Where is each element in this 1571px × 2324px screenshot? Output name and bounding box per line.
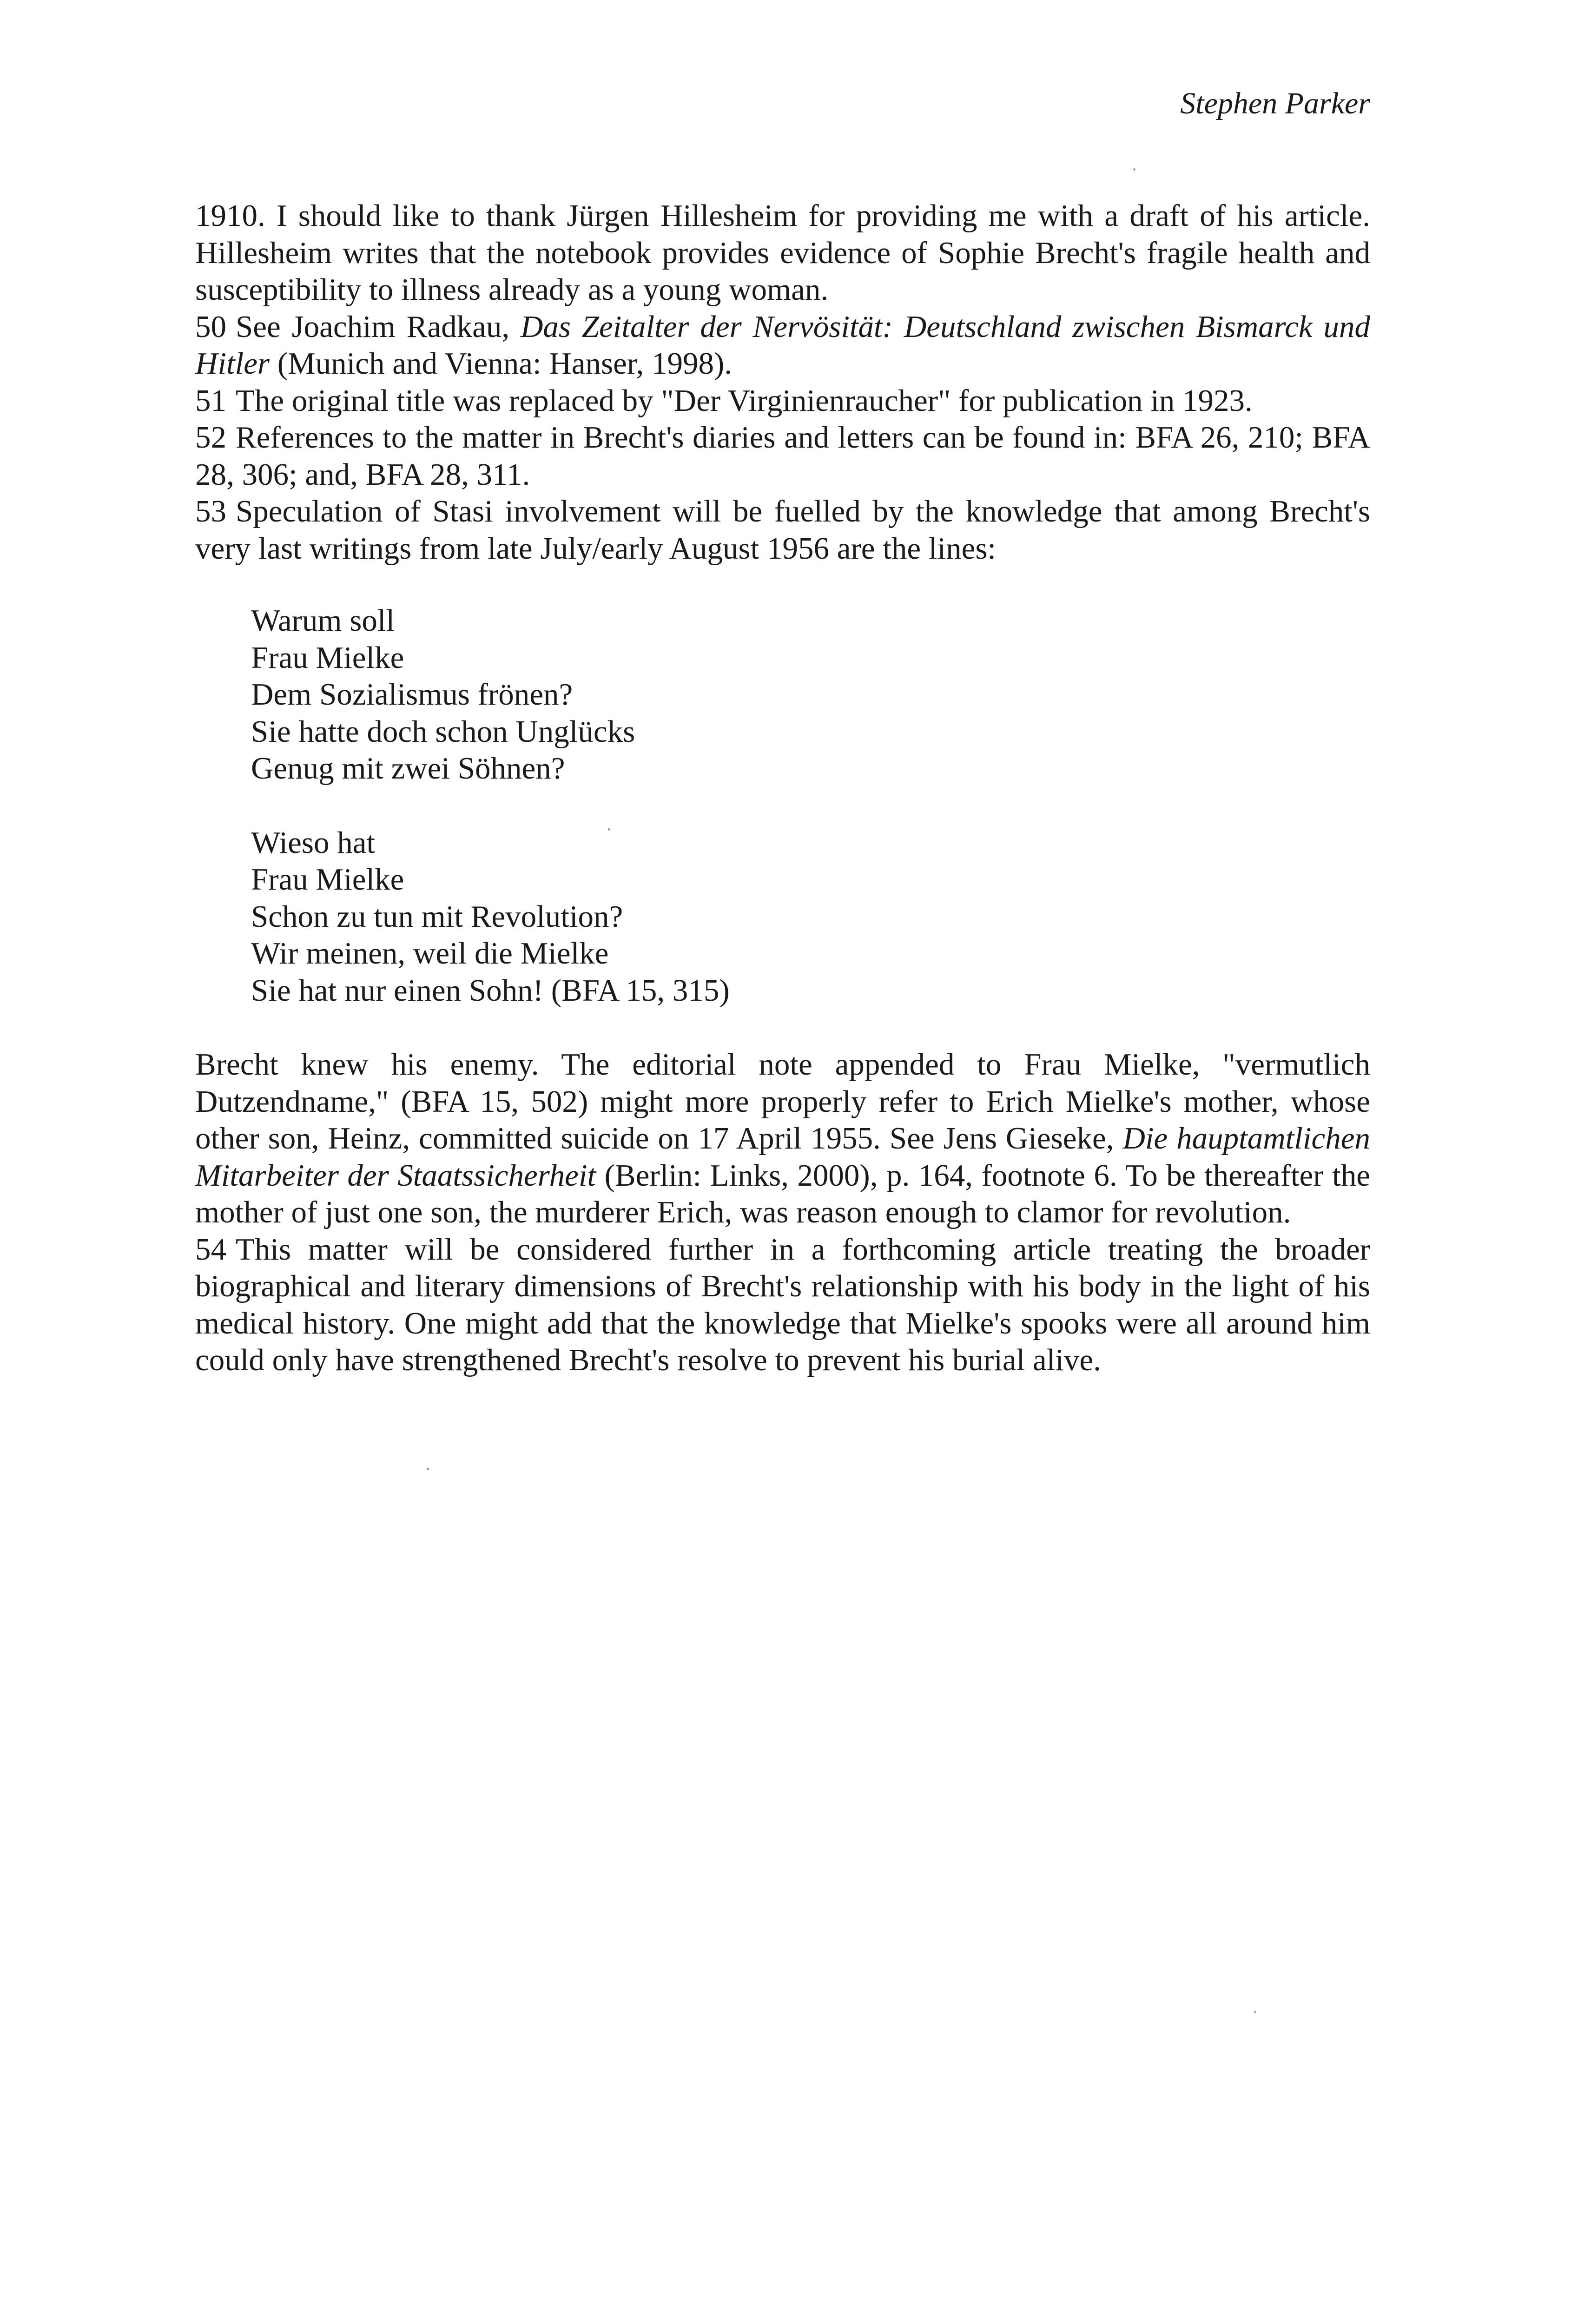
scan-speck bbox=[1254, 2011, 1256, 2013]
poem-stanza-2 bbox=[251, 825, 1370, 1010]
note-number: 54 bbox=[195, 1232, 226, 1267]
note-51 bbox=[195, 383, 1370, 420]
note-53-book-title: Die hauptamtlichen Mitarbeiter der Staatssicherheit bbox=[195, 1121, 1370, 1193]
poem-line: Frau Mielke bbox=[251, 862, 404, 897]
poem-line: Genug mit zwei Söhnen? bbox=[251, 751, 565, 786]
note-number: 53 bbox=[195, 494, 226, 528]
poem-line: Sie hatte doch schon Unglücks bbox=[251, 714, 635, 749]
poem-line: Schon zu tun mit Revolution? bbox=[251, 899, 623, 934]
note-53 bbox=[195, 493, 1370, 567]
note-53-commentary bbox=[195, 1046, 1370, 1231]
scan-speck bbox=[427, 1468, 429, 1470]
note-50-text-b: (Munich and Vienna: Hanser, 1998). bbox=[270, 346, 733, 381]
note-50-book-title: Das Zeitalter der Nervösität: Deutschland zwischen Bismarck und Hitler bbox=[195, 309, 1370, 381]
note-50 bbox=[195, 309, 1370, 383]
note-53-after-a: Brecht knew his enemy. The editorial note appended to Frau Mielke, "vermutlich Dutzendname," (BFA 15, 502) might more properly refer to Erich Mielke's mother, whose other son, Heinz, committed suicide on 17 April 1955. See Jens Gieseke, bbox=[195, 1047, 1370, 1155]
running-head: Stephen Parker bbox=[1180, 86, 1370, 120]
poem-block bbox=[251, 602, 1370, 1009]
poem-line: Warum soll bbox=[251, 603, 395, 638]
poem-line: Frau Mielke bbox=[251, 640, 404, 675]
note-51-text: The original title was replaced by "Der Virginienraucher" for publication in 1923. bbox=[236, 383, 1253, 418]
note-53-after-b: (Berlin: Links, 2000), p. 164, footnote 6. To be thereafter the mother of just one son, the murderer Erich, was reason enough to clamor for revolution. bbox=[195, 1158, 1371, 1229]
note-53-text: Speculation of Stasi involvement will be fuelled by the knowledge that among Brecht's very last writings from late July/early August 1956 are the lines: bbox=[195, 494, 1370, 566]
poem-line: Wir meinen, weil die Mielke bbox=[251, 936, 609, 971]
poem-stanza-1 bbox=[251, 602, 1370, 787]
note-52 bbox=[195, 419, 1370, 493]
scan-speck bbox=[608, 828, 610, 831]
note-50-text-a: See Joachim Radkau, bbox=[236, 309, 521, 344]
scan-speck bbox=[1133, 168, 1135, 171]
note-54-text: This matter will be considered further in a forthcoming article treating the broader biographical and literary dimensions of Brecht's relationship with his body in the light of his medical history. One might add that the knowledge that Mielke's spooks were all around him could only have strengthened Brecht's resolve to prevent his burial alive. bbox=[195, 1232, 1370, 1377]
endnotes-body bbox=[195, 198, 1370, 1379]
poem-line: Wieso hat bbox=[251, 825, 376, 860]
poem-line: Dem Sozialismus frönen? bbox=[251, 677, 573, 712]
note-number: 51 bbox=[195, 383, 226, 418]
note-54 bbox=[195, 1231, 1370, 1379]
poem-line: Sie hat nur einen Sohn! (BFA 15, 315) bbox=[251, 973, 730, 1008]
note-number: 50 bbox=[195, 309, 226, 344]
note-number: 52 bbox=[195, 420, 226, 455]
note-52-text: References to the matter in Brecht's diaries and letters can be found in: BFA 26, 210; BFA 28, 306; and, BFA 28, 311. bbox=[195, 420, 1370, 492]
note-49-continued: 1910. I should like to thank Jürgen Hillesheim for providing me with a draft of his article. Hillesheim writes that the notebook provides evidence of Sophie Brecht's fragile health and susceptibility to illness already as a young woman. bbox=[195, 198, 1370, 307]
